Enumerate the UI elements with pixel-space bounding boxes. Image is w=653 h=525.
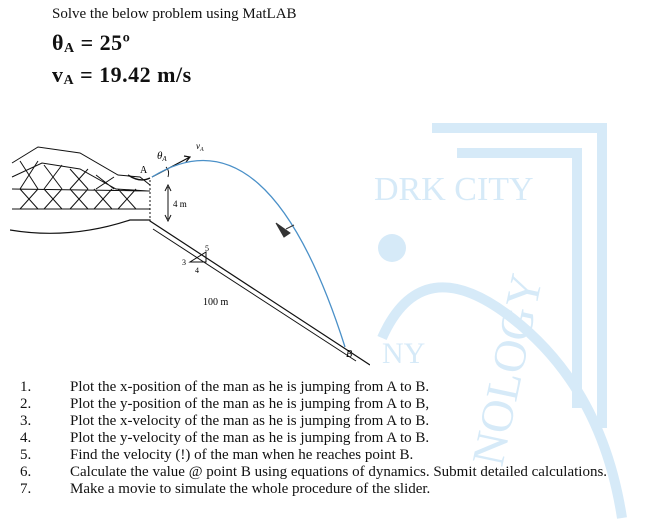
given-velocity-value: = 19.42 m/s: [74, 62, 192, 87]
task-item: [0, 463, 653, 481]
task-number: 1.: [20, 379, 32, 395]
task-number: 3.: [20, 413, 32, 429]
figure-velocity-label: [196, 141, 204, 153]
skier-figure: [276, 223, 294, 237]
task-number: 2.: [20, 396, 32, 412]
slope-triangle: [190, 252, 206, 262]
figure-point-b: B: [346, 349, 353, 360]
figure-slope-hyp: 5: [205, 244, 209, 253]
problem-heading: Solve the below problem using MatLAB: [52, 6, 297, 22]
task-text: Calculate the value @ point B using equations of dynamics. Submit detailed calculations.: [70, 464, 608, 480]
task-item: [0, 446, 653, 464]
task-item: [0, 429, 653, 447]
given-theta-value: = 25º: [74, 30, 131, 55]
figure-slope-run: 4: [195, 266, 199, 275]
trajectory-curve: [152, 160, 345, 347]
distance-line: [153, 229, 356, 361]
task-item: [0, 378, 653, 396]
watermark-dot: [378, 234, 406, 262]
problem-figure: [10, 125, 370, 375]
figure-slope-rise: 3: [182, 258, 186, 267]
task-number: 6.: [20, 464, 32, 480]
figure-theta-subscript: A: [162, 155, 167, 163]
given-velocity-symbol: v: [52, 62, 64, 87]
given-velocity-subscript: A: [63, 73, 75, 88]
task-number: 5.: [20, 447, 32, 463]
task-text: Make a movie to simulate the whole procedure of the slider.: [70, 481, 431, 497]
watermark-text-right: NOLOGY: [461, 269, 553, 471]
watermark-text-bottom: NY: [382, 337, 426, 370]
task-number: 7.: [20, 481, 32, 497]
figure-velocity-subscript: A: [200, 147, 204, 153]
given-theta: [52, 30, 130, 57]
task-item: [0, 412, 653, 430]
task-text: Plot the y-velocity of the man as he is jumping from A to B.: [70, 430, 430, 446]
task-item: [0, 480, 653, 498]
ramp-truss: [12, 147, 150, 209]
figure-theta-symbol: θ: [157, 150, 163, 162]
figure-point-a: A: [140, 165, 148, 176]
figure-velocity-symbol: v: [196, 141, 200, 151]
task-text: Plot the x-velocity of the man as he is jumping from A to B.: [70, 413, 430, 429]
figure-distance-label: 100 m: [203, 297, 229, 308]
task-text: Find the velocity (!) of the man when he reaches point B.: [70, 447, 414, 463]
watermark-text-top: DRK CITY: [374, 171, 534, 208]
task-text: Plot the y-position of the man as he is jumping from A to B,: [70, 396, 430, 412]
given-velocity: [52, 62, 192, 89]
figure-theta-label: [157, 150, 167, 163]
ground-surface: [10, 220, 370, 365]
task-item: [0, 395, 653, 413]
figure-height-label: 4 m: [173, 199, 187, 209]
task-number: 4.: [20, 430, 32, 446]
task-text: Plot the x-position of the man as he is jumping from A to B.: [70, 379, 430, 395]
given-theta-symbol: θ: [52, 30, 64, 55]
given-theta-subscript: A: [63, 41, 75, 56]
